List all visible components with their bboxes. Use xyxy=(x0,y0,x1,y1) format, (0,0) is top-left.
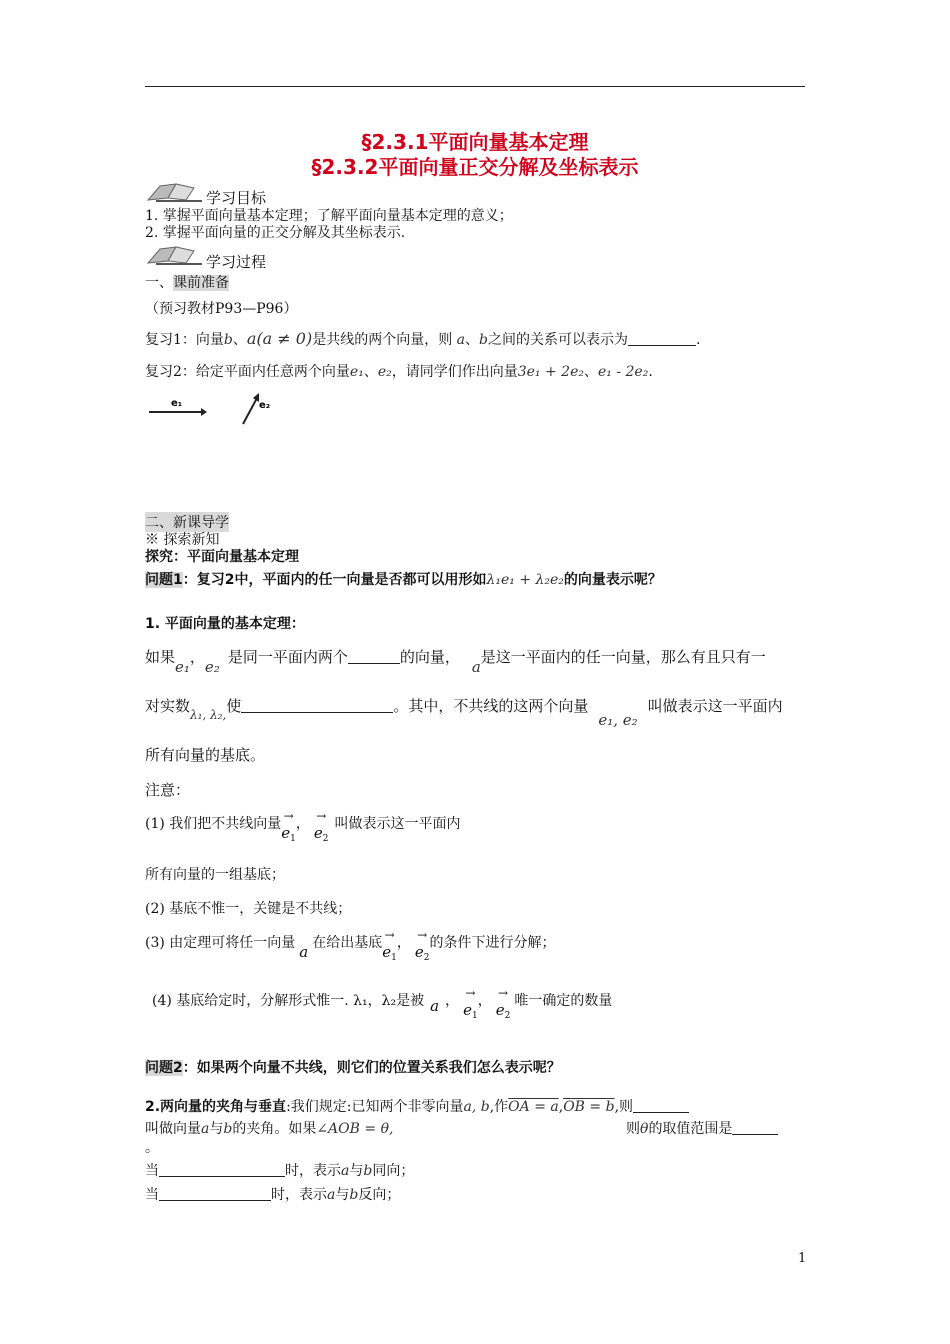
title-line-2: §2.3.2平面向量正交分解及坐标表示 xyxy=(311,155,639,179)
angle-def-line-1: 2.两向量的夹角与垂直:我们规定:已知两个非零向量a, b,作OA = a,OB = b,则 xyxy=(145,1096,689,1116)
question-2: 问题2：如果两个向量不共线，则它们的位置关系我们怎么表示呢？ xyxy=(145,1060,561,1076)
angle-def-line-2: 叫做向量a与b的夹角。如果∠AOB = θ, xyxy=(145,1121,394,1137)
theorem-line-2: 对实数$_{\lambda_1, \lambda_2,}$使 。其中，不共线的这两个向量e₁, e₂叫做表示这一平面内 xyxy=(145,697,783,729)
goal-item-1: 1. 掌握平面向量基本定理；了解平面向量基本定理的意义； xyxy=(145,208,513,224)
angle-def-end: 。 xyxy=(145,1140,159,1156)
part2-label: 二、新课导学 xyxy=(145,512,229,532)
explore-heading: ※ 探索新知 xyxy=(145,532,220,548)
theorem-line-1: 如果e₁，e₂是同一平面内两个 的向量，a是这一平面内的任一向量，那么有且只有一 xyxy=(145,648,766,676)
angle-range: 则θ的取值范围是 xyxy=(626,1118,778,1138)
same-direction-line: 当 时，表示a与b同向； xyxy=(145,1163,415,1179)
process-heading: 学习过程 xyxy=(206,253,267,271)
vectors-figure xyxy=(145,390,285,426)
book-icon xyxy=(146,180,204,202)
theorem-title: 1. 平面向量的基本定理： xyxy=(145,616,305,632)
title-line-1: §2.3.1平面向量基本定理 xyxy=(361,130,589,154)
question-1: 问题1：复习2中，平面内的任一向量是否都可以用形如λ₁e₁ + λ₂e₂的向量表示呢？ xyxy=(145,572,662,588)
review-1: 复习1：向量b、a(a ≠ 0)是共线的两个向量，则 a、b之间的关系可以表示为 . xyxy=(145,329,701,348)
fig-label-e2: e₂ xyxy=(259,400,271,411)
review-2: 复习2：给定平面内任意两个向量e₁、e₂，请同学们作出向量3e₁ + 2e₂、e₁ - 2e₂. xyxy=(145,364,653,380)
fig-label-e1: e₁ xyxy=(171,398,183,409)
goals-heading: 学习目标 xyxy=(206,189,267,207)
note-2: (2) 基底不惟一，关键是不共线； xyxy=(145,901,352,917)
theorem-line-3: 所有向量的基底。 xyxy=(145,746,266,764)
goal-item-2: 2. 掌握平面向量的正交分解及其坐标表示. xyxy=(145,225,406,241)
explore-topic: 探究：平面向量基本定理 xyxy=(145,549,299,565)
note-3: (3) 由定理可将任一向量 a 在给出基底 → $e_1$， → $e_2$的条件下进行分解； xyxy=(145,928,556,963)
part1-label: 一、课前准备 xyxy=(145,275,229,291)
book-icon xyxy=(146,243,204,265)
note-1: (1) 我们把不共线向量 → $e_1$， → $e_2$叫做表示这一平面内 xyxy=(145,809,461,844)
header-rule xyxy=(145,86,805,87)
note-1-cont: 所有向量的一组基底； xyxy=(145,867,285,883)
opposite-direction-line: 当 时，表示a与b反向； xyxy=(145,1187,401,1203)
note-4: (4) 基底给定时，分解形式惟一. λ₁，λ₂是被 a ， → $e_1$， → $e_2$唯一确定的数量 xyxy=(152,986,613,1021)
page-number: 1 xyxy=(798,1251,807,1266)
preview-note: （预习教材P93—P96） xyxy=(145,301,298,317)
note-label: 注意： xyxy=(145,781,191,799)
